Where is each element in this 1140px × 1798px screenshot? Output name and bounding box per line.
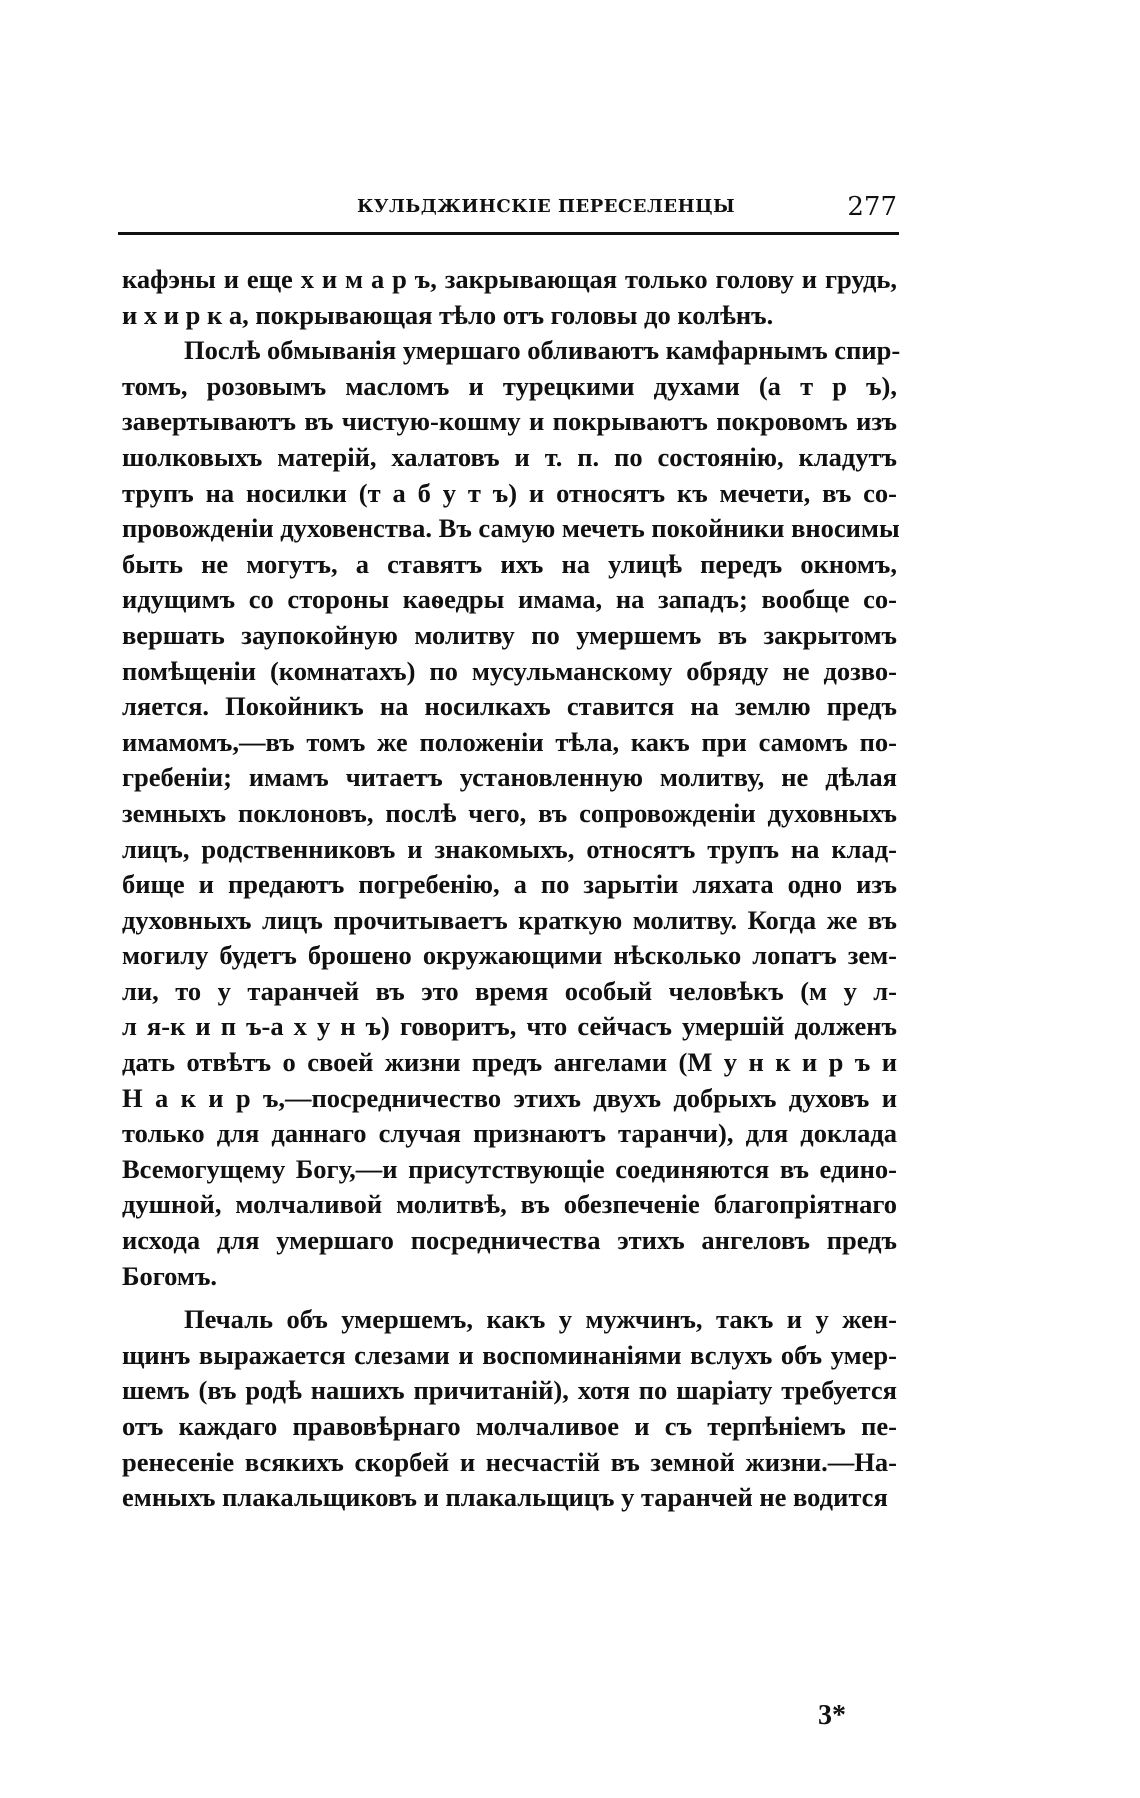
text-line: исхода для умершаго посредничества этихъ ангеловъ предъ	[122, 1225, 897, 1256]
text-line: Печаль объ умершемъ, какъ у мужчинъ, такъ и у жен-	[184, 1304, 897, 1335]
text-line: ренесеніе всякихъ скорбей и несчастій въ земной жизни.—На-	[122, 1446, 897, 1477]
text-line: завертываютъ въ чистую-кошму и покрываютъ покровомъ изъ	[122, 406, 897, 437]
text-line: вершать заупокойную молитву по умершемъ въ закрытомъ	[122, 619, 897, 650]
text-line: идущимъ со стороны каѳедры имама, на западъ; вообще со-	[122, 584, 897, 615]
body-text	[122, 262, 901, 1516]
page-number: 277	[847, 192, 897, 222]
text-line: душной, молчаливой молитвѣ, въ обезпеченіе благопріятнаго	[122, 1189, 897, 1220]
text-line: щинъ выражается слезами и воспоминаніями вслухъ объ умер-	[122, 1339, 897, 1370]
text-line: могилу будетъ брошено окружающими нѣсколько лопатъ зем-	[122, 940, 897, 971]
text-line: провожденіи духовенства. Въ самую мечеть покойники вносимы	[122, 513, 900, 544]
text-line: помѣщеніи (комнатахъ) по мусульманскому обряду не дозво-	[122, 655, 897, 686]
text-line: емныхъ плакальщиковъ и плакальщицъ у таранчей не водится	[122, 1482, 888, 1513]
text-line: шемъ (въ родѣ нашихъ причитаній), хотя по шаріату требуется	[122, 1375, 897, 1406]
text-line: ли, то у таранчей въ это время особый человѣкъ (м у л-	[122, 975, 897, 1006]
text-line: и х и р к а, покрывающая тѣло отъ головы до колѣнъ.	[122, 299, 774, 330]
text-line: Послѣ обмыванія умершаго обливаютъ камфарнымъ спир-	[184, 335, 901, 366]
text-line: ляется. Покойникъ на носилкахъ ставится на землю предъ	[122, 691, 897, 722]
signature-mark: 3*	[818, 1700, 846, 1731]
text-line: Богомъ.	[122, 1260, 218, 1291]
text-line: Н а к и р ъ,—посредничество этихъ двухъ добрыхъ духовъ и	[122, 1082, 897, 1113]
text-line: земныхъ поклоновъ, послѣ чего, въ сопровожденіи духовныхъ	[122, 797, 897, 828]
text-line: кафэны и еще х и м а р ъ, закрывающая только голову и грудь,	[122, 264, 897, 294]
text-line: бище и предаютъ погребенію, а по зарытіи ляхата одно изъ	[122, 869, 897, 900]
text-line: отъ каждаго правовѣрнаго молчаливое и съ терпѣніемъ пе-	[122, 1411, 897, 1441]
text-line: дать отвѣтъ о своей жизни предъ ангелами (М у н к и р ъ и	[122, 1047, 897, 1078]
text-line: имамомъ,—въ томъ же положеніи тѣла, какъ при самомъ по-	[122, 726, 897, 757]
text-line: томъ, розовымъ масломъ и турецкими духами (а т р ъ),	[122, 370, 897, 401]
running-title: КУЛЬДЖИНСКІЕ ПЕРЕСЕЛЕНЦЫ	[357, 196, 736, 217]
text-line: быть не могутъ, а ставятъ ихъ на улицѣ передъ окномъ,	[122, 548, 897, 579]
text-line: трупъ на носилки (т а б у т ъ) и относятъ къ мечети, въ со-	[122, 477, 897, 508]
text-line: духовныхъ лицъ прочитываетъ краткую молитву. Когда же въ	[122, 904, 897, 935]
text-line: шолковыхъ матерій, халатовъ и т. п. по состоянію, кладутъ	[122, 441, 897, 472]
text-line: лицъ, родственниковъ и знакомыхъ, относятъ трупъ на клад-	[122, 833, 897, 864]
paragraph-gap	[122, 1294, 897, 1302]
header-rule	[118, 232, 899, 235]
text-line: Всемогущему Богу,—и присутствующіе соединяются въ едино-	[122, 1153, 897, 1184]
text-line: только для даннаго случая признаютъ таранчи), для доклада	[122, 1118, 897, 1149]
running-head	[122, 192, 897, 232]
text-line: гребеніи; имамъ читаетъ установленную молитву, не дѣлая	[122, 762, 897, 793]
text-line: л я-к и п ъ-а х у н ъ) говоритъ, что сейчасъ умершій долженъ	[122, 1011, 897, 1042]
